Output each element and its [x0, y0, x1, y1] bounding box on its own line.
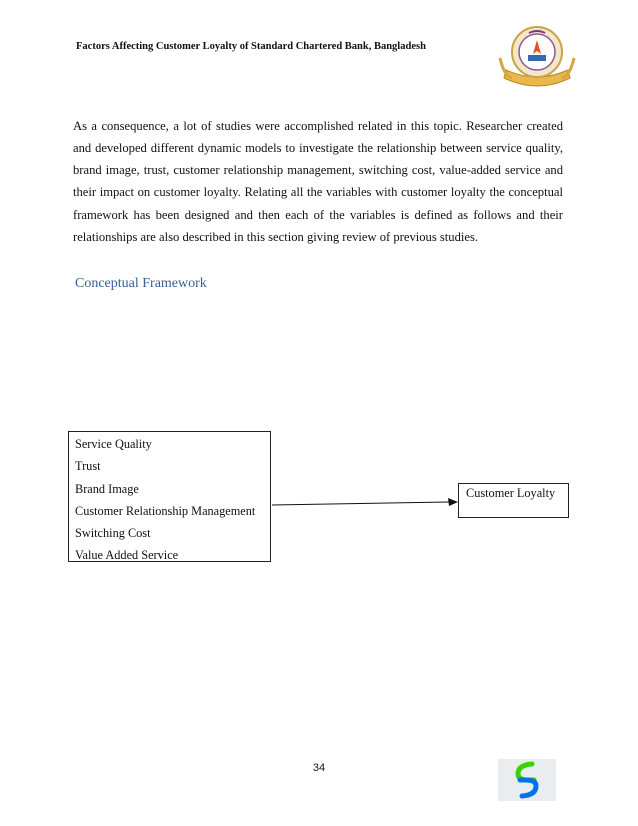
page-number: 34 — [312, 762, 326, 774]
university-logo-icon — [498, 18, 576, 90]
customer-loyalty-box: Customer Loyalty — [458, 483, 569, 518]
variable-crm: Customer Relationship Management — [75, 503, 256, 518]
variable-switching-cost: Switching Cost — [75, 526, 151, 541]
independent-variables-box — [68, 431, 271, 562]
standard-chartered-logo-icon — [498, 759, 556, 801]
variable-trust: Trust — [75, 459, 101, 474]
variable-service-quality: Service Quality — [75, 437, 152, 451]
variable-brand-image: Brand Image — [75, 481, 139, 496]
arrow-icon — [271, 495, 459, 511]
variable-value-added-service: Value Added Service — [75, 548, 179, 563]
running-header: Factors Affecting Customer Loyalty of Standard Chartered Bank, Bangladesh — [76, 41, 426, 52]
body-paragraph: As a consequence, a lot of studies were accomplished related in this topic. Researcher created and developed different dynamic models to investigate the relationship between service quality, brand image, trust, customer relationship management, switching cost, value-added service and their impact on customer loyalty. Relating all the variables with customer loyalty the conceptual framework has been designed and then each of the variables is defined as follows and their relationships are also described in this section giving review of previous studies. — [73, 118, 563, 245]
section-heading: Conceptual Framework — [75, 276, 207, 291]
